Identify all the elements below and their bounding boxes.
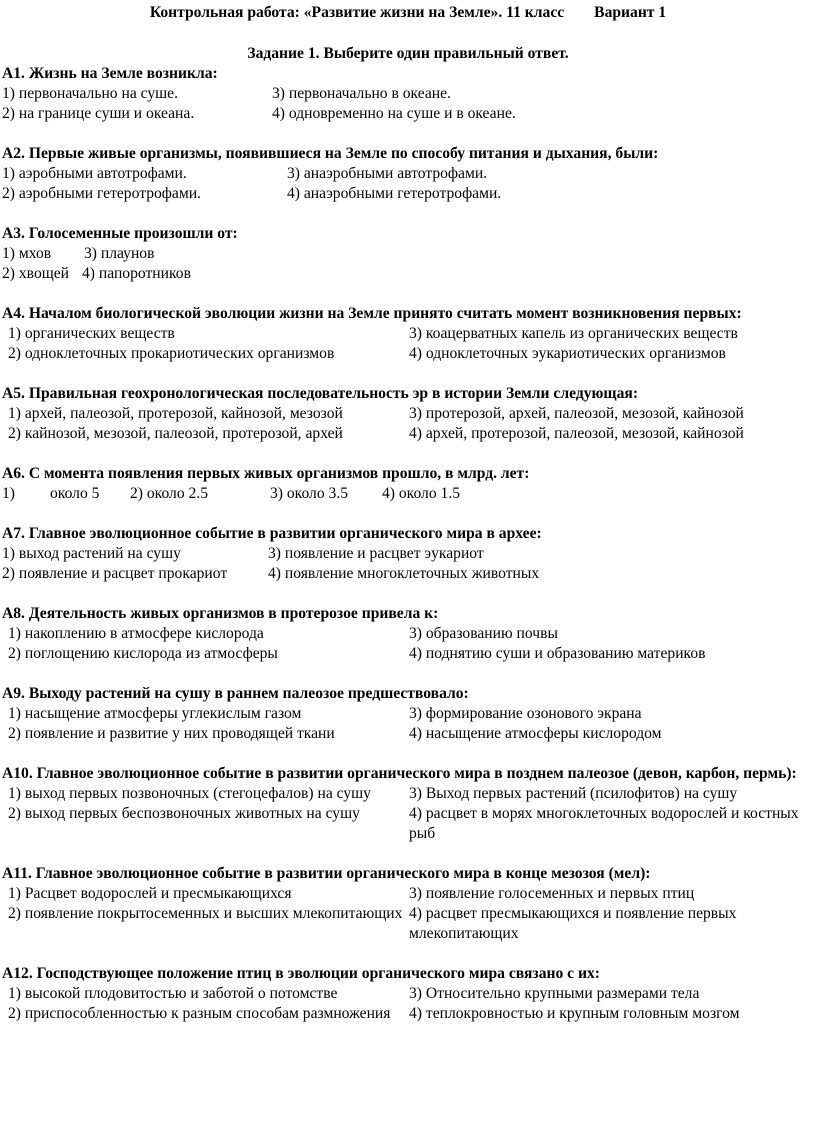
answer-option: 4) расцвет пресмыкающихся и появление первых млекопитающих	[409, 905, 737, 942]
question-4	[2, 304, 812, 364]
answer-option: 3) первоначально в океане.	[272, 85, 451, 102]
answer-option: 3) коацерватных капель из органических веществ	[409, 325, 738, 342]
answer-option: 4) расцвет в морях многоклеточных водорослей и костных рыб	[409, 805, 799, 842]
answer-option: 2) аэробными гетеротрофами.	[2, 185, 201, 202]
answer-line	[2, 244, 812, 264]
question-1	[2, 64, 812, 124]
answer-option: 2) появление и развитие у них проводящей ткани	[8, 725, 335, 742]
question-title: А7. Главное эволюционное событие в развитии органического мира в архее:	[2, 525, 542, 542]
document-title	[0, 3, 816, 23]
answer-row	[2, 904, 812, 944]
question-title: А10. Главное эволюционное событие в развитии органического мира в позднем палеозое (девон, карбон, пермь):	[2, 765, 797, 782]
answer-row	[2, 704, 812, 724]
answer-option: 3) около 3.5	[270, 485, 349, 502]
answer-option: около 5	[50, 485, 100, 502]
question-3	[2, 224, 812, 284]
answer-option: 4) около 1.5	[382, 485, 461, 502]
answer-line	[2, 264, 812, 284]
answer-option: 4) папоротников	[82, 265, 191, 282]
answer-line	[2, 184, 812, 204]
variant-label: Вариант 1	[594, 4, 667, 21]
answer-row	[2, 624, 812, 644]
question-11	[2, 864, 812, 944]
answer-option: 4) одновременно на суше и в океане.	[272, 105, 516, 122]
question-9	[2, 684, 812, 744]
answer-option: 3) образованию почвы	[409, 625, 558, 642]
answer-line	[2, 564, 812, 584]
answer-row	[2, 644, 812, 664]
answer-option: 3) формирование озонового экрана	[409, 705, 642, 722]
answer-option: 1) Расцвет водорослей и пресмыкающихся	[8, 885, 292, 902]
answer-row	[2, 804, 812, 844]
answer-row	[2, 784, 812, 804]
answer-option: 2) появление и расцвет прокариот	[2, 565, 228, 582]
answer-option: 1) архей, палеозой, протерозой, кайнозой, мезозой	[8, 405, 343, 422]
answer-option: 1) выход первых позвоночных (стегоцефалов) на сушу	[8, 785, 371, 802]
answer-option: 2) кайнозой, мезозой, палеозой, протерозой, архей	[8, 425, 343, 442]
answer-option: 3) анаэробными автотрофами.	[287, 165, 488, 182]
answer-option: 2) на границе суши и океана.	[2, 105, 195, 122]
answer-line	[2, 484, 812, 504]
answer-option: 4) поднятию суши и образованию материков	[409, 645, 706, 662]
answer-option: 3) появление голосеменных и первых птиц	[409, 885, 695, 902]
title-text: Контрольная работа: «Развитие жизни на Земле». 11 класс	[149, 4, 565, 21]
question-8	[2, 604, 812, 664]
answer-row	[2, 984, 812, 1004]
question-title: А12. Господствующее положение птиц в эволюции органического мира связано с их:	[2, 965, 600, 982]
answer-option: 1) органических веществ	[8, 325, 175, 342]
answer-option: 4) насыщение атмосферы кислородом	[409, 725, 662, 742]
answer-row	[2, 344, 812, 364]
answer-line	[2, 544, 812, 564]
answer-option: 1) выход растений на сушу	[2, 545, 181, 562]
answer-option: 3) Выход первых растений (псилофитов) на сушу	[409, 785, 738, 802]
question-title: А8. Деятельность живых организмов в протерозое привела к:	[2, 605, 439, 622]
answer-option: 4) анаэробными гетеротрофами.	[287, 185, 502, 202]
answer-option: 4) архей, протерозой, палеозой, мезозой, кайнозой	[409, 425, 744, 442]
answer-row	[2, 324, 812, 344]
answer-option: 1) аэробными автотрофами.	[2, 165, 187, 182]
question-title: А9. Выходу растений на сушу в раннем палеозое предшествовало:	[2, 685, 469, 702]
question-title: А1. Жизнь на Земле возникла:	[2, 65, 218, 82]
answer-option: 1) насыщение атмосферы углекислым газом	[8, 705, 302, 722]
question-10	[2, 764, 812, 844]
answer-option: 2) хвощей	[2, 265, 70, 282]
answer-option: 4) теплокровностью и крупным головным мозгом	[409, 1005, 740, 1022]
answer-option: 2) приспособленностью к разным способам размножения	[8, 1005, 391, 1022]
question-title: А3. Голосеменные произошли от:	[2, 225, 238, 242]
answer-option: 1) накоплению в атмосфере кислорода	[8, 625, 264, 642]
answer-option: 1) высокой плодовитостью и заботой о потомстве	[8, 985, 338, 1002]
question-6	[2, 464, 812, 504]
answer-option: 1) первоначально на суше.	[2, 85, 178, 102]
question-2	[2, 144, 812, 204]
question-title: А5. Правильная геохронологическая последовательность эр в истории Земли следующая:	[2, 385, 639, 402]
answer-option: 3) плаунов	[84, 245, 155, 262]
answer-option: 2) поглощению кислорода из атмосферы	[8, 645, 278, 662]
answer-option: 4) одноклеточных эукариотических организмов	[409, 345, 726, 362]
answer-row	[2, 404, 812, 424]
answer-option: 3) протерозой, архей, палеозой, мезозой, кайнозой	[409, 405, 744, 422]
answer-option: 3) Относительно крупными размерами тела	[409, 985, 700, 1002]
answer-option: 2) выход первых беспозвоночных животных на сушу	[8, 805, 360, 822]
answer-option: 4) появление многоклеточных животных	[268, 565, 540, 582]
answer-line	[2, 104, 812, 124]
answer-option: 2) появление покрытосеменных и высших млекопитающих	[8, 905, 403, 922]
answer-option: 1) мхов	[2, 245, 52, 262]
answer-option: 2) одноклеточных прокариотических организмов	[8, 345, 335, 362]
answer-row	[2, 884, 812, 904]
answer-option: 2) около 2.5	[130, 485, 209, 502]
answer-row	[2, 1004, 812, 1024]
question-title: А2. Первые живые организмы, появившиеся на Земле по способу питания и дыхания, были:	[2, 145, 659, 162]
question-12	[2, 964, 812, 1024]
answer-line	[2, 84, 812, 104]
question-7	[2, 524, 812, 584]
question-title: А11. Главное эволюционное событие в развитии органического мира в конце мезозоя (мел):	[2, 865, 651, 882]
answer-option: 1)	[2, 485, 15, 502]
answer-line	[2, 164, 812, 184]
questions-list	[2, 64, 812, 1044]
answer-row	[2, 424, 812, 444]
question-5	[2, 384, 812, 444]
task-heading: Задание 1. Выберите один правильный ответ.	[247, 45, 569, 62]
question-title: А4. Началом биологической эволюции жизни на Земле принято считать момент возникновения первых:	[2, 305, 742, 322]
answer-option: 3) появление и расцвет эукариот	[268, 545, 484, 562]
answer-row	[2, 724, 812, 744]
question-title: А6. С момента появления первых живых организмов прошло, в млрд. лет:	[2, 465, 530, 482]
